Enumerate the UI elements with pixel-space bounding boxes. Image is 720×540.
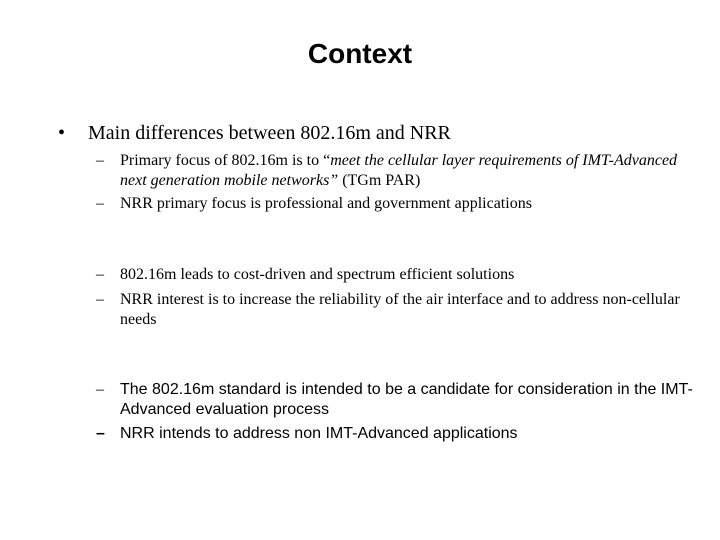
dash-icon: – <box>96 152 104 169</box>
sub-bullet-text <box>120 151 696 191</box>
sub-bullet-text: NRR interest is to increase the reliability of the air interface and to address non-cellular needs <box>120 291 680 328</box>
sub-bullet-non-imt <box>96 424 696 444</box>
sub-bullet-text: NRR primary focus is professional and government applications <box>120 195 532 212</box>
dash-icon: – <box>96 195 104 212</box>
sub-bullet-nrr-focus <box>96 194 696 214</box>
sub-bullet-tgm-par-focus <box>96 151 696 191</box>
sub-bullet-text: 802.16m leads to cost-driven and spectrum efficient solutions <box>120 266 515 283</box>
sub-bullet-cost-driven <box>96 265 696 285</box>
dash-icon: – <box>96 381 104 398</box>
sub-bullet-text: The 802.16m standard is intended to be a candidate for consideration in the IMT-Advanced evaluation process <box>120 381 693 418</box>
dash-icon: – <box>96 266 104 283</box>
dash-icon: – <box>96 291 104 308</box>
sub-bullet-imt-candidate <box>96 380 696 420</box>
quoted-requirement: meet the cellular layer requirements of IMT-Advanced next generation mobile networks” <box>120 152 678 189</box>
slide-title: Context <box>307 38 413 69</box>
sub-bullet-reliability <box>96 290 696 330</box>
dash-icon: – <box>96 425 105 442</box>
sub-bullet-text: NRR intends to address non IMT-Advanced applications <box>120 425 518 442</box>
main-bullet-text: Main differences between 802.16m and NRR <box>88 122 451 144</box>
text-lead: Primary focus of 802.16m is to “ <box>120 152 331 169</box>
bullet-dot-icon: • <box>58 122 66 144</box>
text-source: (TGm PAR) <box>338 172 421 189</box>
